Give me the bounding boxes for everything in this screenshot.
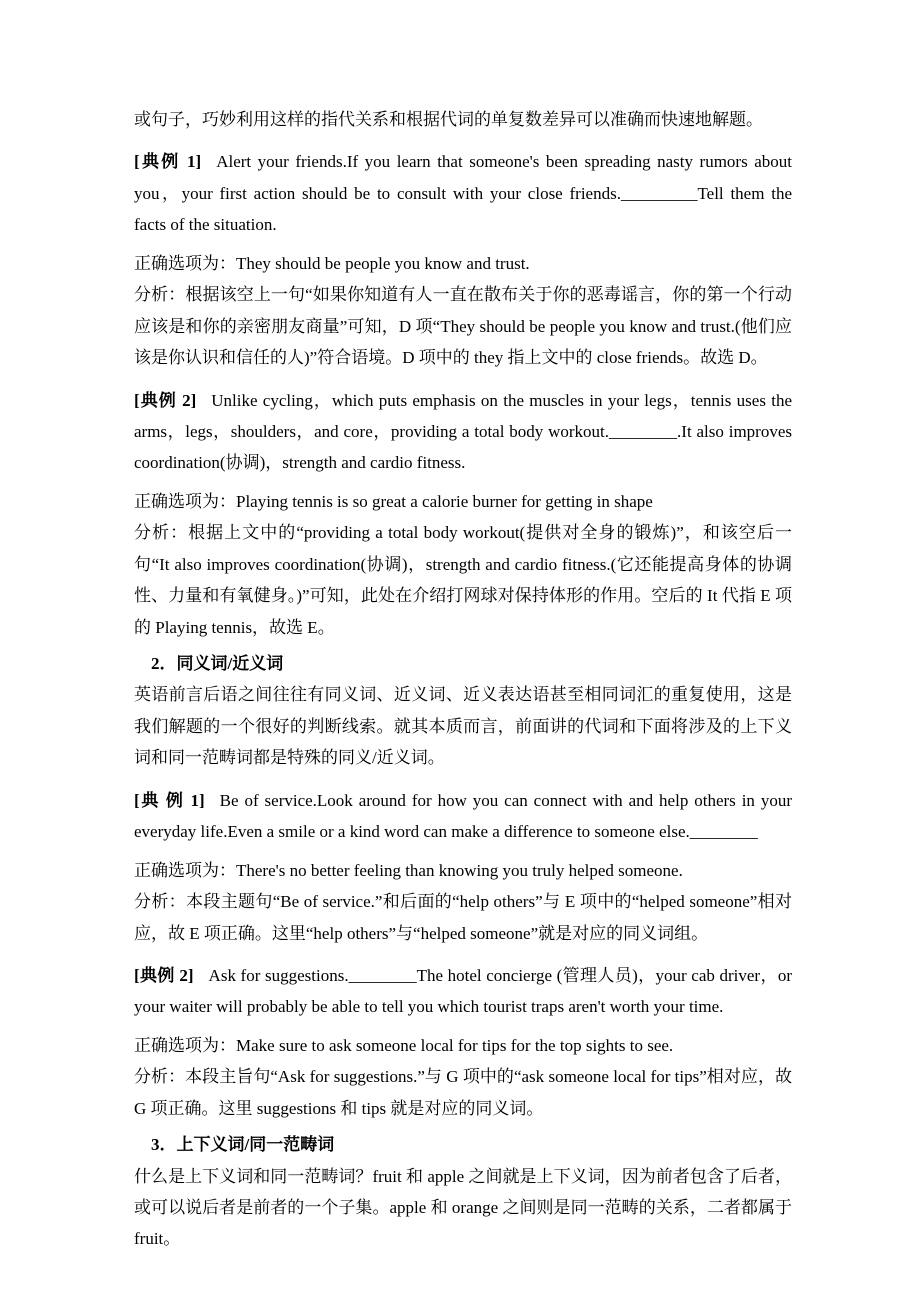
analysis-paragraph: 分析：本段主题句“Be of service.”和后面的“help others”与 E 项中的“helped someone”相对应，故 E 项正确。这里“help others”与“helped someone”就是对应的同义词组。 — [134, 892, 792, 943]
correct-option-line: 正确选项为：Playing tennis is so great a calorie burner for getting in shape — [134, 491, 653, 511]
body-paragraph: 英语前言后语之间往往有同义词、近义词、近义表达语甚至相同词汇的重复使用，这是我们解题的一个很好的判断线索。就其本质而言，前面讲的代词和下面将涉及的上下义词和同一范畴词都是特殊的同义/近义词。 — [134, 685, 792, 768]
example-text: Alert your friends.If you learn that someone's been spreading nasty rumors about you，your first action should be to consult with your close friends._________Tell them the facts of the situation. — [134, 152, 792, 235]
example-label: [典例 2] — [134, 390, 197, 410]
example-1-pronoun — [134, 146, 792, 240]
analysis-paragraph: 分析：根据上文中的“providing a total body workout(提供对全身的锻炼)”，和该空后一句“It also improves coordination(协调)，strength and cardio fitness.(它还能提高身体的协调性、力量和有氧健身。)”可知，此处在介绍打网球对保持体形的作用。空后的 It 代指 E 项的 Playing tennis，故选 E。 — [134, 523, 792, 637]
example-label: [典例 1] — [134, 152, 202, 172]
example-text: Be of service.Look around for how you can connect with and help others in your everyday life.Even a smile or a kind word can make a difference to someone else.________ — [134, 790, 792, 842]
example-label: [典例 2] — [134, 965, 194, 985]
body-paragraph: 什么是上下义词和同一范畴词？fruit 和 apple 之间就是上下义词，因为前者包含了后者，或可以说后者是前者的一个子集。apple 和 orange 之间则是同一范畴的关系，二者都属于 fruit。 — [134, 1166, 792, 1249]
correct-option-line: 正确选项为：Make sure to ask someone local for tips for the top sights to see. — [134, 1035, 674, 1055]
correct-option-line: 正确选项为：They should be people you know and trust. — [134, 253, 530, 273]
correct-option-line: 正确选项为：There's no better feeling than knowing you truly helped someone. — [134, 860, 683, 880]
example-text: Unlike cycling，which puts emphasis on the muscles in your legs，tennis uses the arms，legs，shoulders，and core，providing a total body workout.________.It also improves coordination(协调)，strength and cardio fitness. — [134, 390, 792, 473]
analysis-paragraph: 分析：根据该空上一句“如果你知道有人一直在散布关于你的恶毒谣言，你的第一个行动应该是和你的亲密朋友商量”可知，D 项“They should be people you know and trust.(他们应该是你认识和信任的人)”符合语境。D 项中的 they 指上文中的 close friends。故选 D。 — [134, 285, 792, 368]
example-1-synonym — [134, 785, 792, 848]
section-heading-synonyms: 2．同义词/近义词 — [151, 654, 284, 673]
example-text: Ask for suggestions.________The hotel concierge (管理人员)，your cab driver，or your waiter will probably be able to tell you which tourist traps aren't worth your time. — [134, 965, 792, 1017]
analysis-paragraph: 分析：本段主旨句“Ask for suggestions.”与 G 项中的“ask someone local for tips”相对应，故 G 项正确。这里 suggestions 和 tips 就是对应的同义词。 — [134, 1067, 792, 1118]
example-label: [典 例 1] — [134, 790, 205, 810]
section-heading-hypernyms: 3．上下义词/同一范畴词 — [151, 1135, 335, 1155]
example-2-synonym — [134, 960, 792, 1023]
body-paragraph: 或句子，巧妙利用这样的指代关系和根据代词的单复数差异可以准确而快速地解题。 — [134, 110, 763, 129]
example-2-pronoun — [134, 385, 792, 479]
